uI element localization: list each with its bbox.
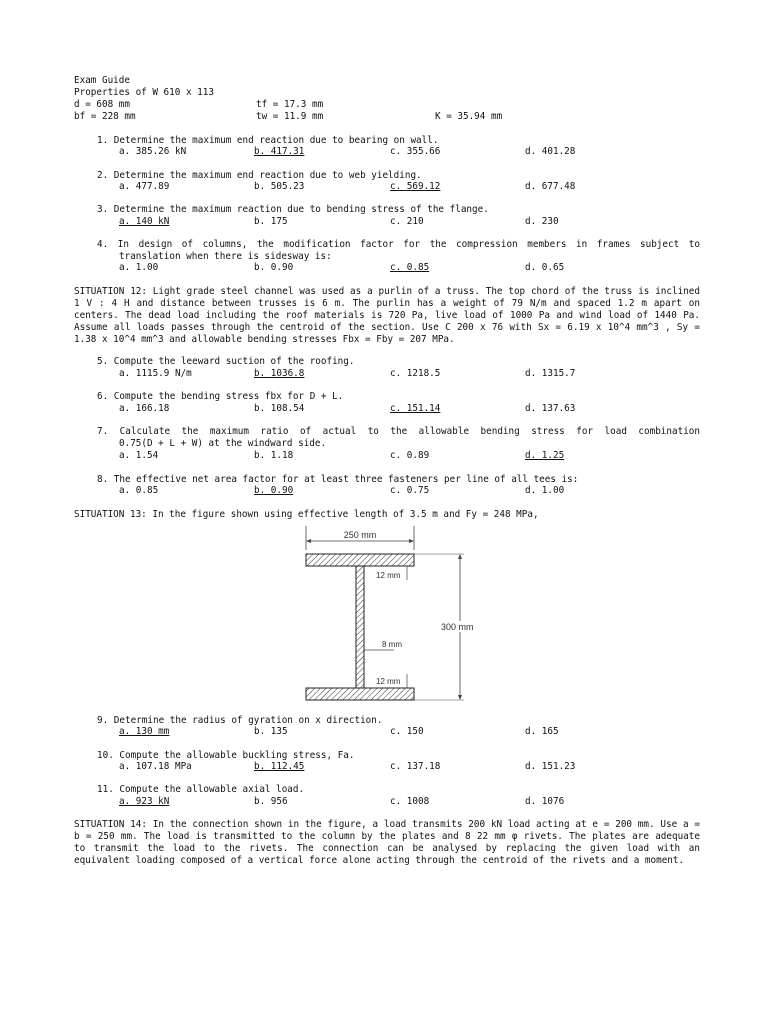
choice-1d: d. 401.28: [525, 146, 576, 157]
choice-3a: a. 140 kN: [119, 216, 170, 227]
question-9: 9. Determine the radius of gyration on x direction.: [97, 715, 383, 726]
choice-9d: d. 165: [525, 726, 559, 737]
choice-2b: b. 505.23: [254, 181, 305, 192]
property-k: K = 35.94 mm: [435, 111, 503, 122]
arrowhead-top: [458, 554, 462, 559]
web-thickness-label: 8 mm: [382, 640, 402, 649]
choice-3c: c. 210: [390, 216, 424, 227]
choice-11a: a. 923 kN: [119, 796, 170, 807]
flange-width-label: 250 mm: [343, 530, 377, 540]
property-bf: bf = 228 mm: [74, 111, 136, 122]
choice-7d: d. 1.25: [525, 450, 565, 461]
section-properties-title: Properties of W 610 x 113: [74, 87, 214, 98]
situation-13-paragraph: SITUATION 13: In the figure shown using effective length of 3.5 m and Fy = 248 MPa,: [74, 509, 539, 520]
choice-10a: a. 107.18 MPa: [119, 761, 192, 772]
choice-8c: c. 0.75: [390, 485, 430, 496]
choice-4d: d. 0.65: [525, 262, 565, 273]
choice-5b: b. 1036.8: [254, 368, 305, 379]
question-8: 8. The effective net area factor for at least three fasteners per line of all tees is:: [97, 474, 579, 485]
choice-4a: a. 1.00: [119, 262, 159, 273]
situation-12-paragraph: SITUATION 12: Light grade steel channel was used as a purlin of a truss. The top chord of the truss is inclined 1 V : 4 H and distance between trusses is 6 m. The purlin has a weight of 79 N/m and spaced 1.2 m apart on centers. The dead load including the roof materials is 720 Pa, live load of 1000 Pa and wind load of 1440 Pa. Assume all loads passes through the centroid of the section. Use C 200 x 76 with Sx = 6.19 x 10^4 mm^3 , Sy = 1.38 x 10^4 mm^3 and allowable bending stresses Fbx = Fby = 207 MPa.: [74, 286, 700, 345]
question-7-line2: 0.75(D + L + W) at the windward side.: [119, 438, 327, 449]
property-tw: tw = 11.9 mm: [256, 111, 324, 122]
choice-6c: c. 151.14: [390, 403, 441, 414]
top-flange-thickness-label: 12 mm: [376, 571, 401, 580]
choice-6a: a. 166.18: [119, 403, 170, 414]
question-7-line1: 7. Calculate the maximum ratio of actual to the allowable bending stress for load combination: [97, 426, 700, 437]
choice-3d: d. 230: [525, 216, 559, 227]
choice-11b: b. 956: [254, 796, 288, 807]
question-5: 5. Compute the leeward suction of the roofing.: [97, 356, 355, 367]
arrowhead-left: [306, 539, 311, 543]
i-beam-section-figure: [290, 526, 480, 708]
choice-3b: b. 175: [254, 216, 288, 227]
question-3: 3. Determine the maximum reaction due to bending stress of the flange.: [97, 204, 489, 215]
arrowhead-right: [409, 539, 414, 543]
question-6: 6. Compute the bending stress fbx for D + L.: [97, 391, 344, 402]
choice-9c: c. 150: [390, 726, 424, 737]
question-10: 10. Compute the allowable buckling stress, Fa.: [97, 750, 355, 761]
choice-8d: d. 1.00: [525, 485, 565, 496]
depth-label: 300 mm: [441, 622, 474, 632]
choice-11d: d. 1076: [525, 796, 565, 807]
choice-1a: a. 385.26 kN: [119, 146, 187, 157]
choice-2c: c. 569.12: [390, 181, 441, 192]
choice-1c: c. 355.66: [390, 146, 441, 157]
property-tf: tf = 17.3 mm: [256, 99, 324, 110]
choice-8b: b. 0.90: [254, 485, 294, 496]
question-1: 1. Determine the maximum end reaction due to bearing on wall.: [97, 135, 439, 146]
web: [356, 566, 364, 688]
question-2: 2. Determine the maximum end reaction due to web yielding.: [97, 170, 422, 181]
choice-10b: b. 112.45: [254, 761, 305, 772]
choice-1b: b. 417.31: [254, 146, 305, 157]
choice-10c: c. 137.18: [390, 761, 441, 772]
choice-5c: c. 1218.5: [390, 368, 441, 379]
choice-4b: b. 0.90: [254, 262, 294, 273]
choice-2d: d. 677.48: [525, 181, 576, 192]
choice-9a: a. 130 mm: [119, 726, 170, 737]
property-d: d = 608 mm: [74, 99, 130, 110]
choice-7c: c. 0.89: [390, 450, 430, 461]
question-4-line2: translation when there is sidesway is:: [119, 251, 332, 262]
question-11: 11. Compute the allowable axial load.: [97, 784, 305, 795]
bottom-flange: [306, 688, 414, 700]
choice-2a: a. 477.89: [119, 181, 170, 192]
bottom-flange-thickness-label: 12 mm: [376, 677, 401, 686]
choice-5a: a. 1115.9 N/m: [119, 368, 192, 379]
choice-7b: b. 1.18: [254, 450, 294, 461]
choice-8a: a. 0.85: [119, 485, 159, 496]
top-flange: [306, 554, 414, 566]
choice-4c: c. 0.85: [390, 262, 430, 273]
arrowhead-bottom: [458, 695, 462, 700]
choice-11c: c. 1008: [390, 796, 430, 807]
choice-10d: d. 151.23: [525, 761, 576, 772]
page-title: Exam Guide: [74, 75, 130, 86]
choice-6d: d. 137.63: [525, 403, 576, 414]
choice-5d: d. 1315.7: [525, 368, 576, 379]
question-4-line1: 4. In design of columns, the modification factor for the compression members in frames subject to: [97, 239, 700, 250]
choice-7a: a. 1.54: [119, 450, 159, 461]
choice-6b: b. 108.54: [254, 403, 305, 414]
choice-9b: b. 135: [254, 726, 288, 737]
situation-14-paragraph: SITUATION 14: In the connection shown in the figure, a load transmits 200 kN load acting at e = 200 mm. Use a = b = 250 mm. The load is transmitted to the column by the plates and 8 22 mm φ rivets. The plates are adequate to transmit the load to the rivets. The connection can be analysed by replacing the given load with an equivalent loading composed of a vertical force alone acting through the centroid of the rivets and a moment.: [74, 819, 700, 866]
